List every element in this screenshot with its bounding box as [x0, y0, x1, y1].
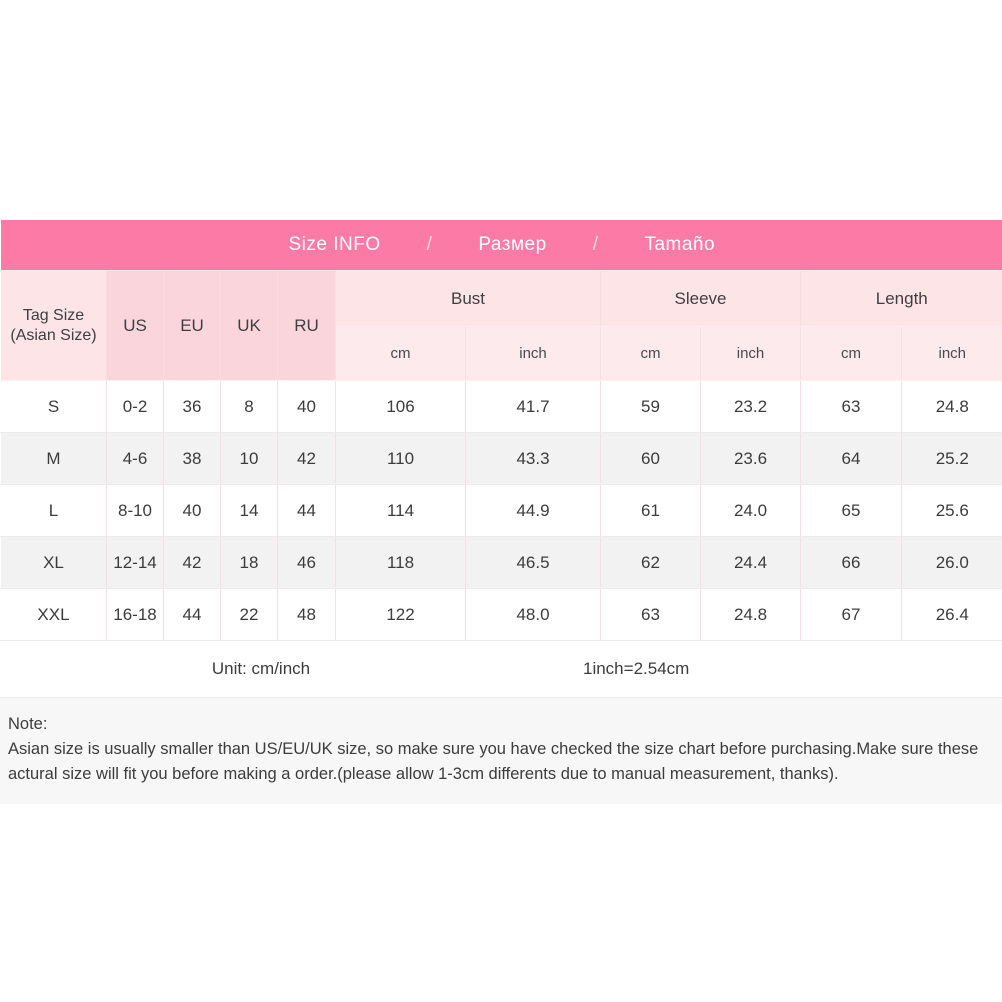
cell-tag: S [1, 381, 107, 433]
cell-uk: 18 [221, 537, 278, 589]
cell-eu: 38 [164, 433, 221, 485]
cell-bust-inch: 43.3 [466, 433, 601, 485]
cell-sleeve-cm: 62 [601, 537, 701, 589]
cell-length-cm: 65 [801, 485, 902, 537]
cell-eu: 36 [164, 381, 221, 433]
cell-uk: 14 [221, 485, 278, 537]
cell-ru: 48 [278, 589, 336, 641]
cell-length-inch: 26.0 [902, 537, 1002, 589]
note-line-1: Asian size is usually smaller than US/EU/UK size, so make sure you have checked the size chart before purchasing.Make sure [8, 739, 934, 758]
header-tag-size-line2: (Asian Size) [10, 326, 97, 344]
title-tamano: Tamaño [644, 234, 716, 255]
cell-ru: 44 [278, 485, 336, 537]
cell-uk: 22 [221, 589, 278, 641]
header-sleeve-inch: inch [701, 327, 801, 381]
cell-ru: 40 [278, 381, 336, 433]
cell-tag: M [1, 433, 107, 485]
header-sleeve-cm: cm [601, 327, 701, 381]
title-bar-cell [1, 220, 1002, 271]
size-table-body [1, 381, 1002, 698]
cell-tag: XL [1, 537, 107, 589]
header-bust-cm: cm [336, 327, 466, 381]
cell-sleeve-inch: 24.0 [701, 485, 801, 537]
table-row [1, 589, 1002, 641]
cell-eu: 40 [164, 485, 221, 537]
header-uk: UK [221, 271, 278, 381]
cell-bust-inch: 48.0 [466, 589, 601, 641]
header-row-groups [1, 271, 1002, 327]
header-group-length: Length [801, 271, 1002, 327]
title-separator-2: / [592, 234, 599, 255]
title-separator-1: / [426, 234, 433, 255]
cell-length-inch: 26.4 [902, 589, 1002, 641]
cell-bust-cm: 114 [336, 485, 466, 537]
cell-eu: 44 [164, 589, 221, 641]
cell-eu: 42 [164, 537, 221, 589]
cell-sleeve-cm: 60 [601, 433, 701, 485]
title-size-info: Size INFO [288, 234, 381, 255]
unit-row [1, 641, 1002, 698]
header-eu: EU [164, 271, 221, 381]
cell-bust-cm: 106 [336, 381, 466, 433]
cell-length-inch: 25.2 [902, 433, 1002, 485]
note-block [0, 698, 1002, 804]
cell-bust-cm: 110 [336, 433, 466, 485]
cell-us: 16-18 [107, 589, 164, 641]
cell-sleeve-cm: 63 [601, 589, 701, 641]
header-us: US [107, 271, 164, 381]
size-chart-container [0, 219, 1002, 804]
note-label: Note: [8, 715, 48, 733]
header-bust-inch: inch [466, 327, 601, 381]
cell-bust-inch: 44.9 [466, 485, 601, 537]
cell-length-inch: 25.6 [902, 485, 1002, 537]
cell-length-cm: 63 [801, 381, 902, 433]
cell-sleeve-inch: 23.2 [701, 381, 801, 433]
note-line-2: these actural size will fit you before making a order.(please allow 1-3cm differents due to manual measurement, thanks). [8, 739, 979, 783]
header-length-inch: inch [902, 327, 1002, 381]
cell-length-cm: 64 [801, 433, 902, 485]
header-group-bust: Bust [336, 271, 601, 327]
table-row [1, 537, 1002, 589]
header-length-cm: cm [801, 327, 902, 381]
cell-bust-inch: 46.5 [466, 537, 601, 589]
table-row [1, 381, 1002, 433]
header-group-sleeve: Sleeve [601, 271, 801, 327]
header-tag-size [1, 271, 107, 381]
header-tag-size-line1: Tag Size [22, 306, 85, 324]
cell-sleeve-inch: 23.6 [701, 433, 801, 485]
table-row [1, 433, 1002, 485]
cell-ru: 42 [278, 433, 336, 485]
table-row [1, 485, 1002, 537]
unit-label: Unit: cm/inch [211, 659, 311, 678]
cell-ru: 46 [278, 537, 336, 589]
cell-length-inch: 24.8 [902, 381, 1002, 433]
cell-bust-cm: 122 [336, 589, 466, 641]
cell-length-cm: 67 [801, 589, 902, 641]
cell-sleeve-inch: 24.8 [701, 589, 801, 641]
size-table [0, 219, 1002, 698]
cell-uk: 10 [221, 433, 278, 485]
cell-sleeve-cm: 59 [601, 381, 701, 433]
cell-us: 4-6 [107, 433, 164, 485]
cell-sleeve-cm: 61 [601, 485, 701, 537]
cell-uk: 8 [221, 381, 278, 433]
cell-us: 8-10 [107, 485, 164, 537]
title-bar-row [1, 220, 1002, 271]
cell-tag: XXL [1, 589, 107, 641]
cell-us: 0-2 [107, 381, 164, 433]
unit-row-cell [1, 641, 1002, 698]
cell-length-cm: 66 [801, 537, 902, 589]
cell-bust-cm: 118 [336, 537, 466, 589]
cell-tag: L [1, 485, 107, 537]
cell-sleeve-inch: 24.4 [701, 537, 801, 589]
cell-us: 12-14 [107, 537, 164, 589]
conversion-label: 1inch=2.54cm [583, 659, 690, 678]
header-ru: RU [278, 271, 336, 381]
title-razmer: Размер [478, 234, 547, 255]
cell-bust-inch: 41.7 [466, 381, 601, 433]
